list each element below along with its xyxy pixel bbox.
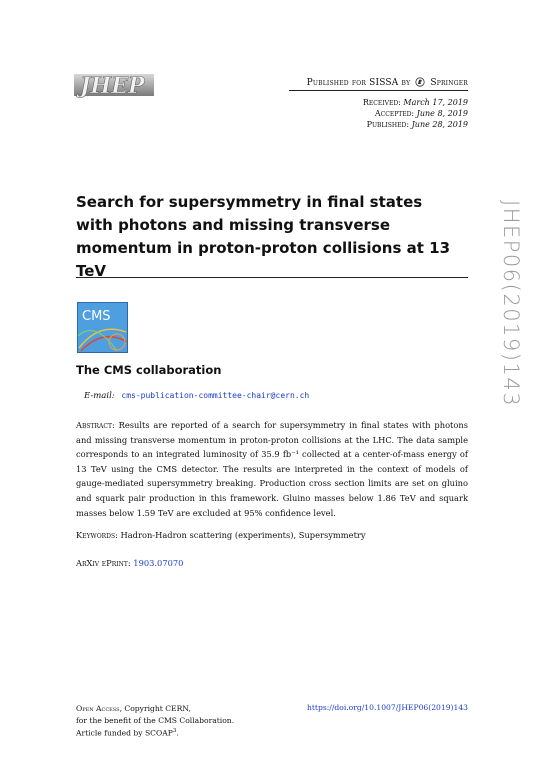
article-identifier-sidebar bbox=[495, 200, 525, 460]
abstract bbox=[76, 418, 468, 520]
published-date: Published: June 28, 2019 bbox=[366, 120, 468, 129]
footer-line-1: Open Access, Copyright CERN, bbox=[76, 704, 191, 713]
footer-license bbox=[76, 703, 234, 739]
published-prefix: Published for SISSA by bbox=[306, 78, 411, 88]
keywords-text: Hadron-Hadron scattering (experiments), Supersymmetry bbox=[120, 530, 366, 540]
publisher-name: Springer bbox=[430, 78, 468, 88]
accepted-date: Accepted: June 8, 2019 bbox=[374, 109, 468, 118]
arxiv-link[interactable]: 1903.07070 bbox=[133, 558, 184, 568]
springer-horse-icon bbox=[415, 77, 425, 87]
publication-dates bbox=[363, 97, 468, 130]
header-rule bbox=[289, 90, 468, 91]
doi-link[interactable]: https://doi.org/10.1007/JHEP06(2019)143 bbox=[306, 703, 468, 712]
email-link[interactable]: cms-publication-committee-chair@cern.ch bbox=[121, 391, 310, 400]
keywords-line bbox=[76, 530, 366, 540]
jhep-logo-text: JHEP bbox=[80, 73, 145, 99]
abstract-text: Results are reported of a search for supersymmetry in final states with photons and missing transverse momentum in proton-proton collisions at the LHC. The data sample corresponds to an integrated luminosity of 35.9 fb⁻¹ collected at a center-of-mass energy of 13 TeV using the CMS detector. The results are interpreted in the context of models of gauge-mediated supersymmetry breaking. Production cross section limits are set on gluino and squark pair production in this framework. Gluino masses below 1.86 TeV and squark masses below 1.59 TeV are excluded at 95% confidence level. bbox=[76, 420, 468, 518]
cms-logo-text: CMS bbox=[82, 309, 111, 324]
received-date: Received: March 17, 2019 bbox=[362, 98, 468, 107]
footer-line-2: for the benefit of the CMS Collaboration. bbox=[76, 715, 235, 725]
jhep-journal-logo bbox=[72, 68, 156, 102]
cms-collaboration-logo bbox=[77, 302, 128, 353]
email-label: E-mail: bbox=[84, 391, 115, 401]
title-rule bbox=[76, 277, 468, 278]
abstract-label: Abstract: bbox=[76, 420, 115, 430]
article-identifier: JHEP06(2019)143 bbox=[499, 200, 523, 408]
paper-title: Search for supersymmetry in final states with photons and missing transverse momentum in proton-proton collisions at 13 TeV bbox=[76, 193, 451, 280]
published-by-line bbox=[307, 77, 468, 88]
footer-line-3: Article funded by SCOAP$^3$. bbox=[76, 728, 179, 738]
email-line bbox=[84, 391, 309, 401]
keywords-label: Keywords: bbox=[76, 530, 118, 540]
open-access-label: Open Access bbox=[76, 704, 120, 713]
arxiv-label: ArXiv ePrint: bbox=[76, 558, 131, 568]
collaboration-name: The CMS collaboration bbox=[76, 363, 222, 377]
arxiv-line bbox=[76, 558, 183, 568]
